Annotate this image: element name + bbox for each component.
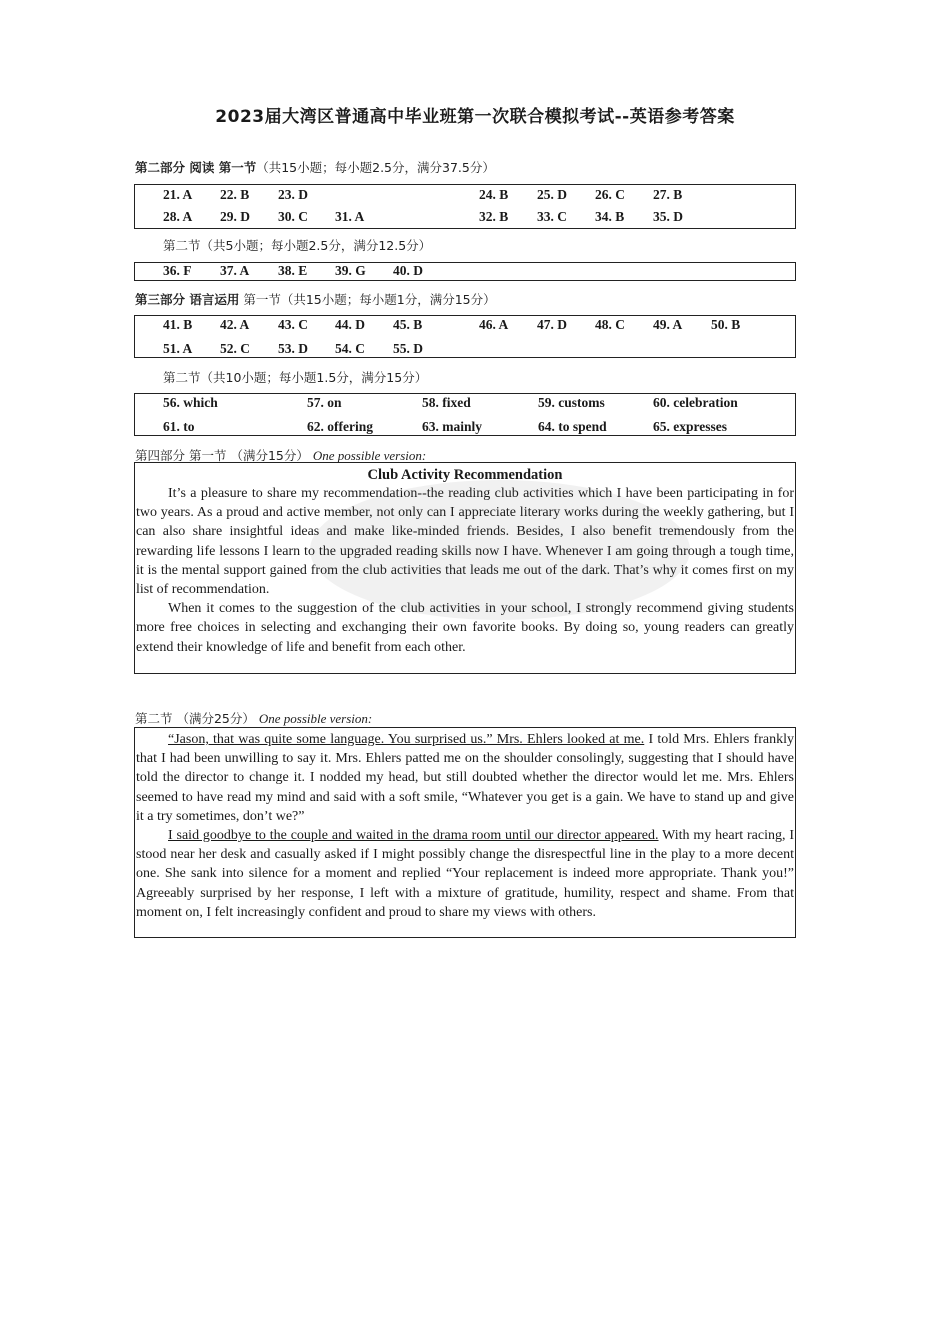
answer-29: 29. D bbox=[220, 209, 250, 224]
answer-58: 58. fixed bbox=[422, 395, 471, 410]
answer-40: 40. D bbox=[393, 263, 423, 278]
answer-42: 42. A bbox=[220, 317, 250, 332]
answer-50: 50. B bbox=[711, 317, 741, 332]
part3-sec1-answer-box bbox=[134, 315, 796, 358]
answer-33: 33. C bbox=[537, 209, 567, 224]
answer-21: 21. A bbox=[163, 187, 193, 202]
answer-63: 63. mainly bbox=[422, 419, 483, 434]
continuation-p1-rest: I told Mrs. Ehlers frankly that I had been unwilling to say it. Mrs. Ehlers patted me on the shoulder consolingly, suggesting that I should have told the director to change it. I nodded my head, but still doubted whether the director would let me. Mrs. Ehlers seemed to have read my mind and said with a soft smile, “Whatever you get is a gain. We have to stand up and give it a try sometimes, don’t we?” bbox=[136, 732, 794, 824]
answer-26: 26. C bbox=[595, 187, 625, 202]
answer-60: 60. celebration bbox=[653, 395, 738, 410]
essay-paragraph-2: When it comes to the suggestion of the club activities in your school, I strongly recommend giving students more free choices in selecting and exchanging their own favorite books. By doing so, young readers can greatly extend their knowledge of life and benefit from each other. bbox=[136, 601, 794, 655]
continuation-p2-underlined: I said goodbye to the couple and waited in the drama room until our director appeared. bbox=[168, 828, 659, 844]
part2-heading bbox=[135, 158, 495, 176]
answer-41: 41. B bbox=[163, 317, 193, 332]
answer-54: 54. C bbox=[335, 341, 365, 356]
answer-28: 28. A bbox=[163, 209, 193, 224]
answer-59: 59. customs bbox=[538, 395, 605, 410]
part4b-version-label: One possible version: bbox=[258, 711, 373, 726]
part4b-heading bbox=[135, 709, 372, 727]
part4b-heading-label: 第二节 （满分25分） bbox=[135, 711, 255, 726]
answer-22: 22. B bbox=[220, 187, 250, 202]
part2-sec1-answer-box bbox=[134, 184, 796, 229]
essay-paragraph-1: It’s a pleasure to share my recommendation--the reading club activities which I have been participating in for two years. As a proud and active member, not only can I appreciate literary works during the weekly gathering, but I can also share insightful ideas and make like-minded friends. Besides, I also benefit tremendously from the rewarding life lessons I learn to the upgraded reading skills now I have. Whenever I am going through a tough time, it is the mental support gained from the club activities that leads me out of the dark. That’s why it comes first on my list of recommendation. bbox=[136, 486, 794, 598]
answer-46: 46. A bbox=[479, 317, 509, 332]
answer-47: 47. D bbox=[537, 317, 567, 332]
answer-31: 31. A bbox=[335, 209, 365, 224]
answer-23: 23. D bbox=[278, 187, 308, 202]
answer-32: 32. B bbox=[479, 209, 509, 224]
answer-45: 45. B bbox=[393, 317, 423, 332]
answer-52: 52. C bbox=[220, 341, 250, 356]
continuation-paragraph-2 bbox=[136, 826, 794, 922]
part4b-essay-box bbox=[134, 727, 796, 938]
answer-48: 48. C bbox=[595, 317, 625, 332]
continuation-p2-rest: With my heart racing, I stood near her desk and casually asked if I might possibly change the disrespectful line in the play to a more decent one. She sank into silence for a moment and replied “Your replacement is indeed more appropriate. Thank you!” Agreeably surprised by her response, I left with a mixture of gratitude, humility, respect and shame. From that moment on, I felt increasingly confident and proud to share my views with others. bbox=[136, 828, 794, 920]
part2-sec2-heading: 第二节（共5小题；每小题2.5分，满分12.5分） bbox=[163, 238, 432, 253]
part4-version-label: One possible version: bbox=[312, 448, 427, 463]
answer-62: 62. offering bbox=[307, 419, 373, 434]
answer-44: 44. D bbox=[335, 317, 365, 332]
answer-39: 39. G bbox=[335, 263, 366, 278]
part4-essay-box bbox=[134, 462, 796, 674]
part3-heading-label: 第三部分 语言运用 bbox=[135, 292, 240, 307]
answer-53: 53. D bbox=[278, 341, 308, 356]
answer-43: 43. C bbox=[278, 317, 308, 332]
answer-30: 30. C bbox=[278, 209, 308, 224]
answer-27: 27. B bbox=[653, 187, 683, 202]
part3-sec2-heading: 第二节（共10小题；每小题1.5分，满分15分） bbox=[163, 370, 428, 385]
answer-37: 37. A bbox=[220, 263, 250, 278]
essay-title: Club Activity Recommendation bbox=[367, 467, 563, 483]
page-title: 2023届大湾区普通高中毕业班第一次联合模拟考试--英语参考答案 bbox=[215, 107, 735, 127]
part3-sec2-answer-box bbox=[134, 393, 796, 436]
part4-heading-label: 第四部分 第一节 （满分15分） bbox=[135, 448, 309, 463]
answer-57: 57. on bbox=[307, 395, 342, 410]
part2-heading-note: （共15小题；每小题2.5分，满分37.5分） bbox=[256, 160, 495, 175]
answer-65: 65. expresses bbox=[653, 419, 727, 434]
answer-38: 38. E bbox=[278, 263, 308, 278]
answer-56: 56. which bbox=[163, 395, 218, 410]
part2-heading-label: 第二部分 阅读 第一节 bbox=[135, 160, 257, 175]
answer-49: 49. A bbox=[653, 317, 683, 332]
answer-24: 24. B bbox=[479, 187, 509, 202]
answer-25: 25. D bbox=[537, 187, 567, 202]
answer-34: 34. B bbox=[595, 209, 625, 224]
answer-51: 51. A bbox=[163, 341, 193, 356]
part2-sec2-answer-box bbox=[134, 262, 796, 281]
answer-55: 55. D bbox=[393, 341, 423, 356]
answer-36: 36. F bbox=[163, 263, 192, 278]
answer-64: 64. to spend bbox=[538, 419, 607, 434]
continuation-p1-underlined: “Jason, that was quite some language. You surprised us.” Mrs. Ehlers looked at me. bbox=[168, 732, 645, 747]
answer-61: 61. to bbox=[163, 419, 195, 434]
continuation-paragraph-1 bbox=[136, 730, 794, 826]
part3-heading-note: 第一节（共15小题；每小题1分，满分15分） bbox=[243, 292, 496, 307]
answer-35: 35. D bbox=[653, 209, 683, 224]
part3-heading bbox=[135, 290, 496, 308]
